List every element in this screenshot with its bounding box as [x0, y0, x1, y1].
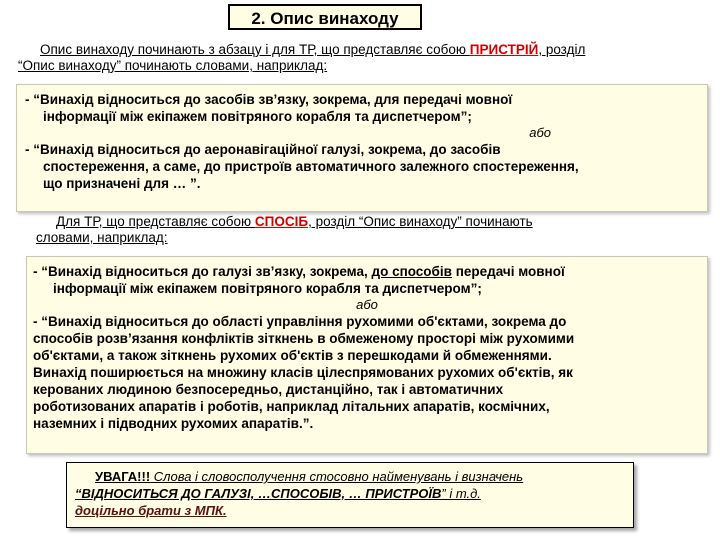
device-example-1-line-1: - “Винахід відноситься до засобів зв’язку, зокрема, для передачі мовної [25, 92, 513, 107]
attention-caps: “ВІДНОСИТЬСЯ ДО ГАЛУЗІ, …СПОСОБІВ, … ПРИСТРОЇВ [75, 486, 442, 501]
device-intro [18, 42, 708, 74]
method-intro [36, 214, 706, 246]
device-example-2-line-3: що призначені для … ”. [43, 176, 201, 191]
method-example-1-line-1 [33, 263, 701, 280]
device-example-1-line-2: інформації між екіпажем повітряного корабля та диспетчером”; [43, 109, 472, 124]
device-or-label: або [529, 125, 551, 140]
method-examples-panel [26, 256, 708, 454]
attention-text-1: Слова і словосполучення стосовно найменувань і визначень [150, 469, 524, 484]
method-intro-line-2: словами, наприклад: [36, 230, 168, 245]
device-example-2-line-2: спостереження, а саме, до пристроїв автоматичного залежного спостереження, [43, 159, 579, 174]
method-example-1-underlined: до способів [371, 264, 452, 279]
device-example-2-line-1: - “Винахід відноситься до аеронавігаційної галузі, зокрема, до засобів [25, 142, 501, 157]
method-example-2-line: об'єктами, а також зіткнень рухомих об'єктів з перешкодами й обмеженнями. [33, 348, 552, 363]
device-examples-panel [16, 84, 708, 212]
method-example-2-line: наземних і підводних рухомих апаратів.”. [33, 416, 314, 431]
method-example-2-line: керованих людиною безпосередньо, дистанційно, так і автоматичних [33, 382, 504, 397]
section-title: 2. Опис винаходу [228, 4, 422, 30]
method-example-2-line: - “Винахід відноситься до області управління рухомими об'єктами, зокрема до [33, 314, 567, 329]
method-highlight: СПОСІБ [254, 214, 309, 229]
attention-mpk: доцільно брати з МПК. [75, 503, 227, 518]
method-or-label: або [356, 297, 378, 312]
attention-note [66, 462, 634, 528]
attention-label: УВАГА!!! [95, 469, 151, 484]
device-intro-text-1: Опис винаходу починають з абзацу і для ТР, що представляє собою [40, 42, 470, 57]
method-intro-text-2: , розділ “Опис винаходу” починають [308, 214, 533, 229]
method-example-1-pre: - “Винахід відноситься до галузі зв’язку, зокрема, [33, 264, 372, 279]
device-intro-text-2: , розділ [538, 42, 586, 57]
attention-text-2: ” і т.д. [441, 486, 481, 501]
device-highlight: ПРИСТРІЙ [469, 42, 539, 57]
method-intro-text-1: Для ТР, що представляє собою [56, 214, 255, 229]
method-example-2-line: роботизованих апаратів і роботів, наприклад літальних апаратів, космічних, [33, 399, 550, 414]
method-example-2-line: способів розв’язання конфліктів зіткнень в обмеженому просторі між рухомими [33, 331, 575, 346]
method-example-2-line: Винахід поширюється на множину класів цілеспрямованих рухомих об'єктів, як [33, 365, 573, 380]
method-example-1-post: передачі мовної [451, 264, 565, 279]
device-intro-line-2: “Опис винаходу” починають словами, наприклад: [18, 58, 328, 73]
method-example-1-line-2: інформації між екіпажем повітряного корабля та диспетчером”; [53, 281, 482, 296]
